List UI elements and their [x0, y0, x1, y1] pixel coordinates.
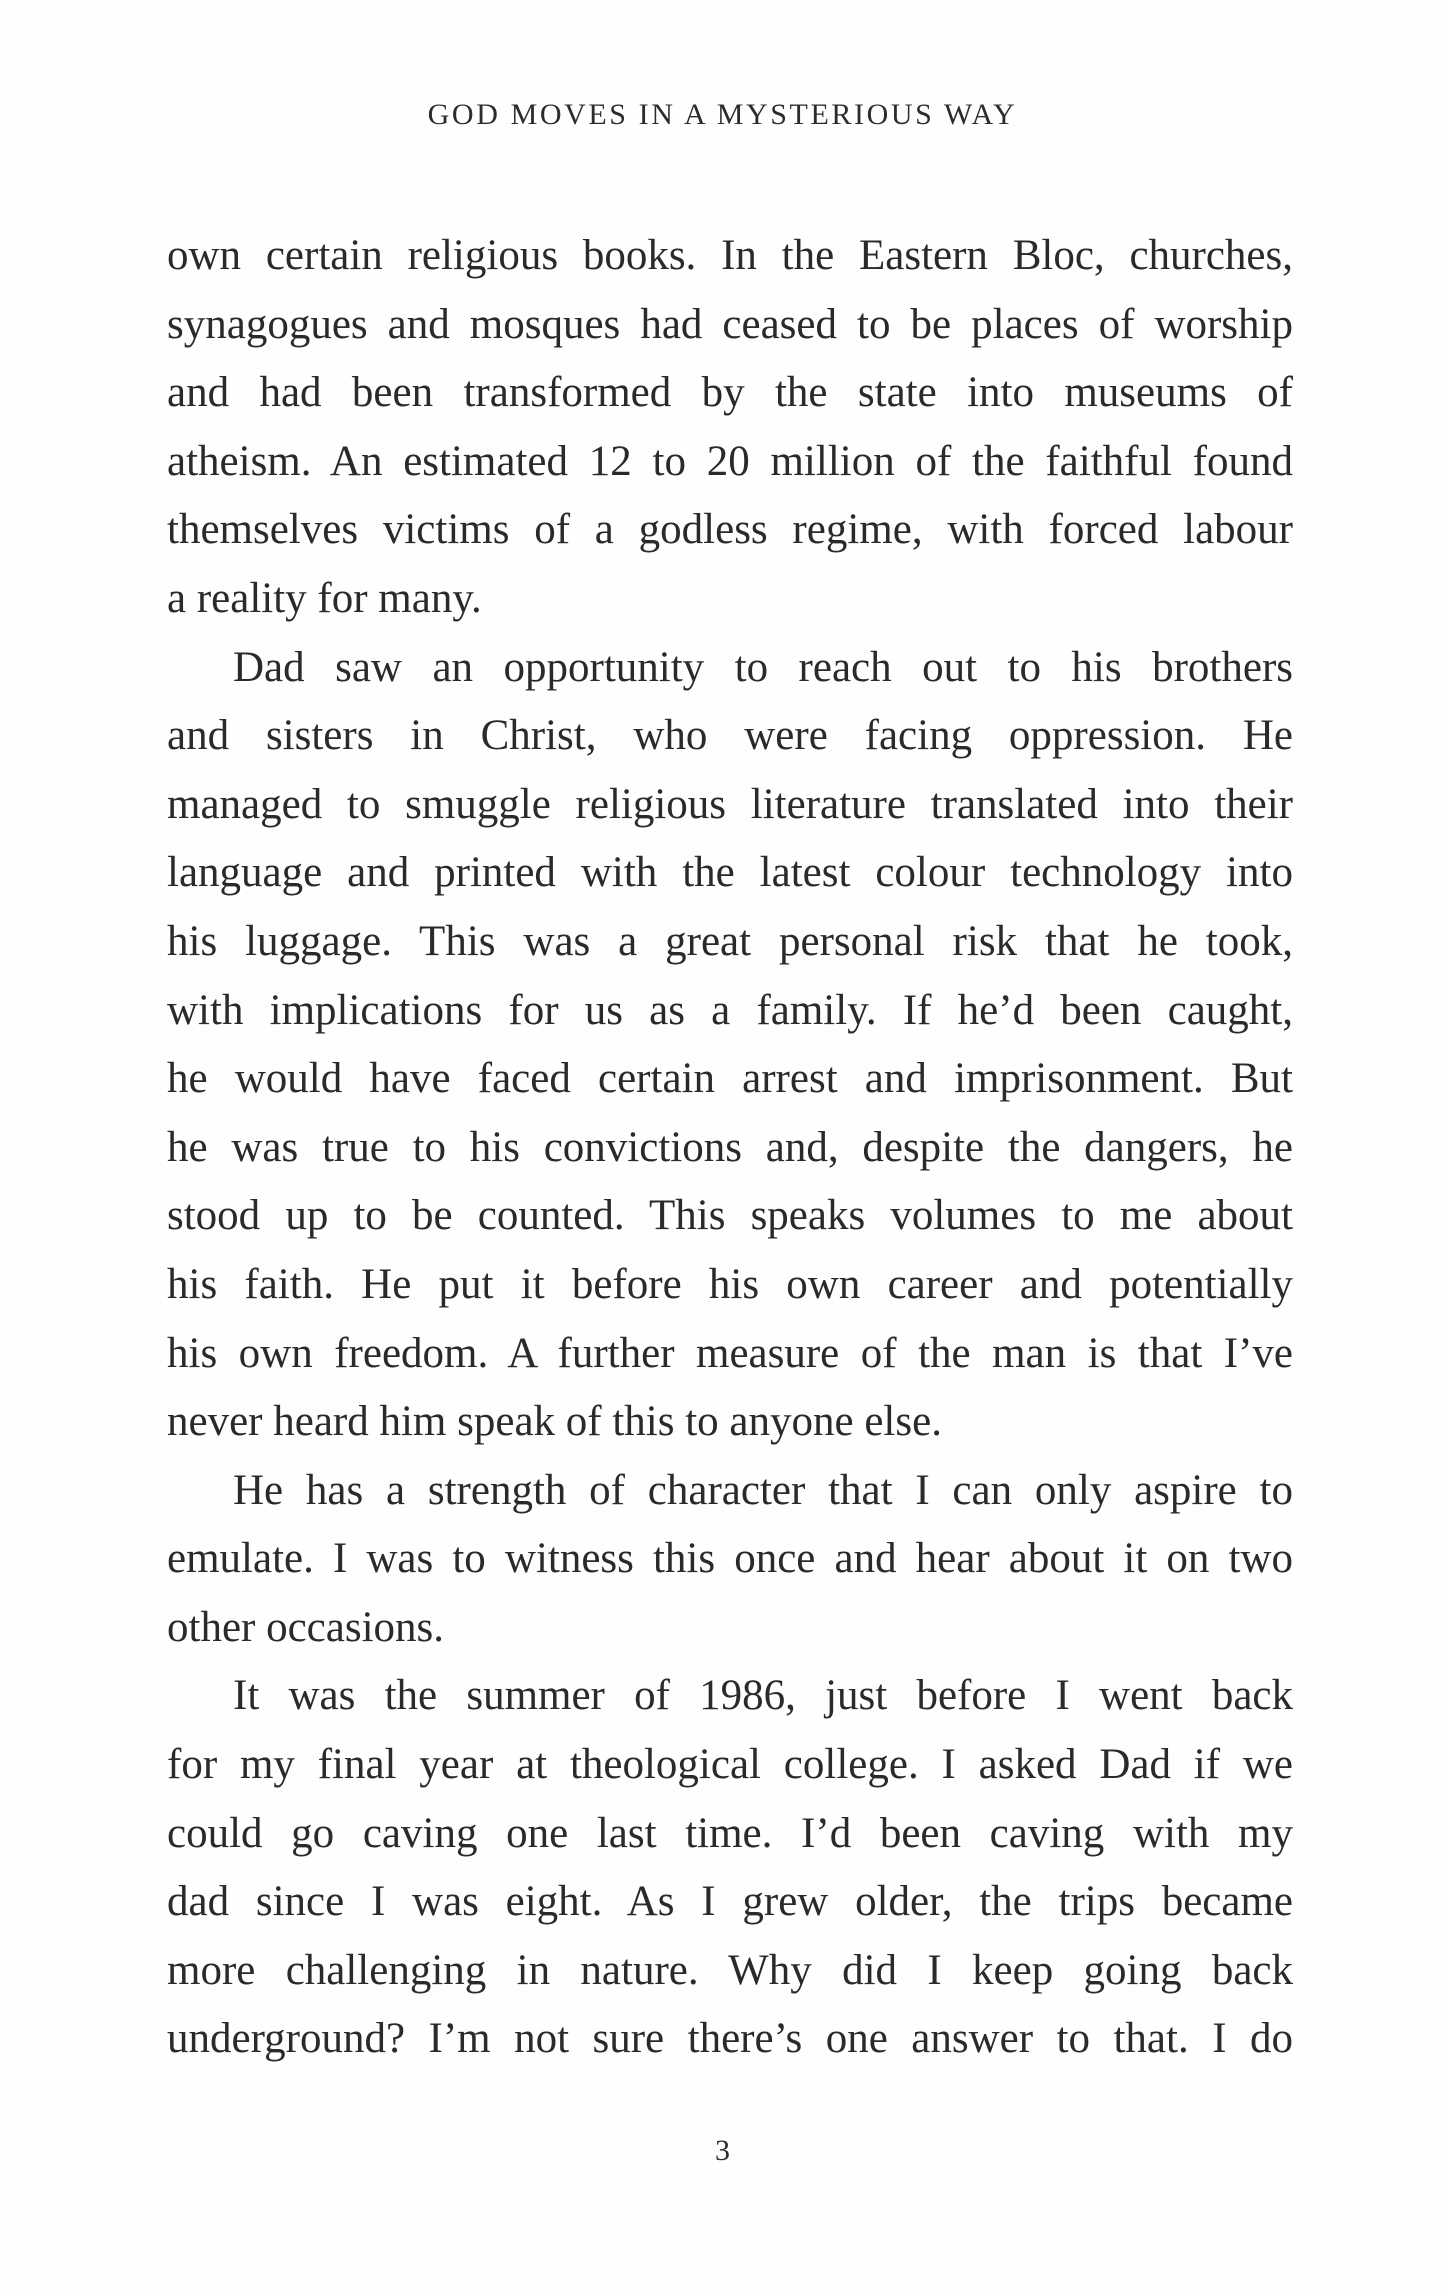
- paragraph-1: [167, 222, 1293, 634]
- text-line: his luggage. This was a great personal risk that he took,: [167, 917, 1293, 965]
- text-line: atheism. An estimated 12 to 20 million of the faithful found: [167, 437, 1293, 485]
- text-line: his faith. He put it before his own career and potentially: [167, 1260, 1293, 1308]
- text-line: He has a strength of character that I can only aspire to: [233, 1466, 1293, 1514]
- text-line: dad since I was eight. As I grew older, the trips became: [167, 1878, 1293, 1926]
- body-text: [167, 222, 1293, 2074]
- running-head: GOD MOVES IN A MYSTERIOUS WAY: [427, 98, 1018, 131]
- text-line: with implications for us as a family. If he’d been caught,: [167, 986, 1293, 1034]
- text-line: he would have faced certain arrest and imprisonment. But: [167, 1055, 1293, 1103]
- text-line: managed to smuggle religious literature translated into their: [167, 780, 1293, 828]
- text-line: emulate. I was to witness this once and hear about it on two: [167, 1535, 1293, 1583]
- paragraph-3: [167, 1457, 1293, 1663]
- text-line: stood up to be counted. This speaks volumes to me about: [167, 1192, 1293, 1240]
- text-line: more challenging in nature. Why did I keep going back: [167, 1946, 1293, 1994]
- text-line: own certain religious books. In the Eastern Bloc, churches,: [167, 232, 1293, 279]
- text-line: language and printed with the latest colour technology into: [167, 849, 1293, 897]
- paragraph-4: [167, 1662, 1293, 2074]
- text-line: never heard him speak of this to anyone else.: [167, 1398, 942, 1446]
- text-line: Dad saw an opportunity to reach out to his brothers: [233, 643, 1293, 691]
- text-line: themselves victims of a godless regime, with forced labour: [167, 506, 1293, 554]
- text-line: his own freedom. A further measure of the man is that I’ve: [167, 1329, 1293, 1377]
- page-number: 3: [715, 2134, 730, 2167]
- text-line: and had been transformed by the state into museums of: [167, 369, 1293, 417]
- text-line: and sisters in Christ, who were facing oppression. He: [167, 712, 1293, 760]
- text-line: could go caving one last time. I’d been caving with my: [167, 1809, 1293, 1857]
- text-line: It was the summer of 1986, just before I went back: [233, 1672, 1293, 1720]
- text-line: synagogues and mosques had ceased to be places of worship: [167, 300, 1293, 348]
- text-line: underground? I’m not sure there’s one answer to that. I do: [167, 2015, 1293, 2063]
- text-line: a reality for many.: [167, 574, 482, 622]
- text-line: for my final year at theological college. I asked Dad if we: [167, 1741, 1293, 1789]
- text-line: he was true to his convictions and, despite the dangers, he: [167, 1123, 1293, 1171]
- paragraph-2: [167, 634, 1293, 1457]
- text-line: other occasions.: [167, 1603, 445, 1651]
